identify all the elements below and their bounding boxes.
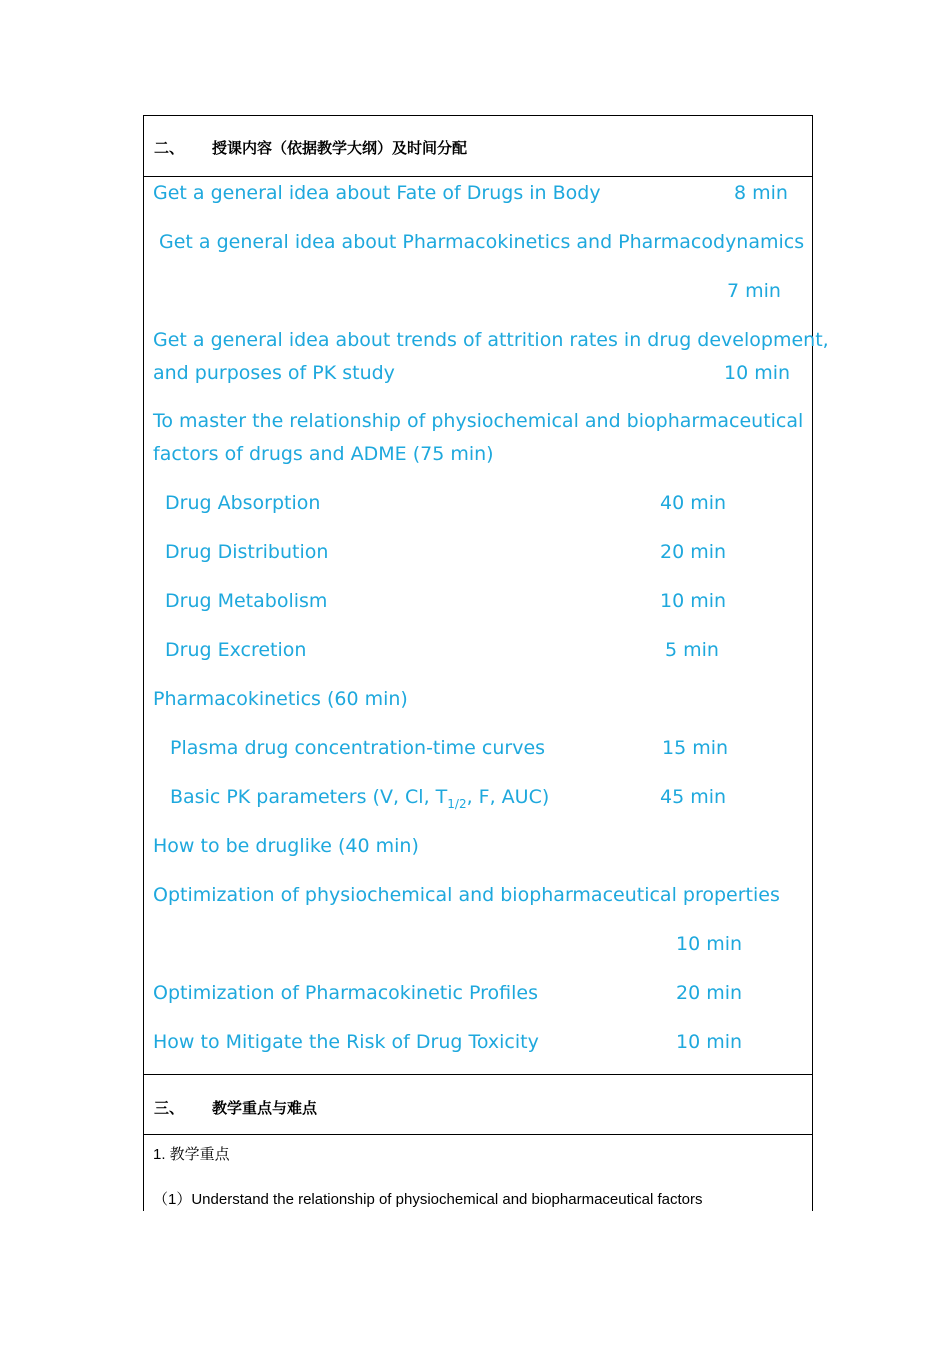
- section-3-point-1: （1）Understand the relationship of physiochemical and biopharmaceutical factors: [153, 1191, 703, 1208]
- item-opt-pk-time: 20 min: [676, 982, 743, 1004]
- item-basic-pk: [170, 786, 549, 811]
- item-pk-pd: Get a general idea about Pharmacokinetics and Pharmacodynamics: [159, 231, 805, 253]
- item-attrition-line2: and purposes of PK study: [153, 362, 395, 384]
- item-metabolism-time: 10 min: [660, 590, 727, 612]
- item-opt-physio-time: 10 min: [676, 933, 743, 955]
- item-adme-line1: To master the relationship of physiochemical and biopharmaceutical: [153, 410, 804, 432]
- item-plasma-curves: Plasma drug concentration-time curves: [170, 737, 546, 759]
- item-absorption-time: 40 min: [660, 492, 727, 514]
- section-3-subheading: 1. 教学重点: [153, 1146, 230, 1163]
- item-basic-pk-pre: Basic PK parameters (V, Cl, T: [170, 786, 448, 808]
- item-adme-line2: factors of drugs and ADME (75 min): [153, 443, 494, 465]
- item-attrition-line1: Get a general idea about trends of attrition rates in drug development,: [153, 329, 829, 351]
- divider: [144, 1134, 812, 1135]
- item-druglike: How to be druglike (40 min): [153, 835, 419, 857]
- item-pharmacokinetics: Pharmacokinetics (60 min): [153, 688, 408, 710]
- item-excretion: Drug Excretion: [165, 639, 307, 661]
- item-basic-pk-sub: 1/2: [447, 796, 467, 811]
- item-opt-pk: Optimization of Pharmacokinetic Profiles: [153, 982, 538, 1004]
- section-2-number: 二、: [154, 139, 185, 157]
- section-2-header: [154, 137, 467, 158]
- item-pk-pd-time: 7 min: [727, 280, 781, 302]
- item-distribution-time: 20 min: [660, 541, 727, 563]
- item-basic-pk-post: , F, AUC): [466, 786, 550, 808]
- divider: [144, 1074, 812, 1075]
- item-toxicity: How to Mitigate the Risk of Drug Toxicity: [153, 1031, 539, 1053]
- item-excretion-time: 5 min: [665, 639, 719, 661]
- item-distribution: Drug Distribution: [165, 541, 329, 563]
- section-3-header: [154, 1097, 317, 1118]
- section-3-title: 教学重点与难点: [212, 1099, 318, 1117]
- section-2-title: 授课内容（依据教学大纲）及时间分配: [212, 139, 468, 157]
- item-fate-of-drugs: Get a general idea about Fate of Drugs in Body: [153, 182, 601, 204]
- item-basic-pk-time: 45 min: [660, 786, 727, 808]
- item-toxicity-time: 10 min: [676, 1031, 743, 1053]
- divider: [144, 176, 812, 177]
- item-absorption: Drug Absorption: [165, 492, 321, 514]
- item-attrition-time: 10 min: [724, 362, 791, 384]
- item-plasma-curves-time: 15 min: [662, 737, 729, 759]
- document-table: [143, 115, 829, 1211]
- item-opt-physio: Optimization of physiochemical and biopharmaceutical properties: [153, 884, 780, 906]
- section-3-number: 三、: [154, 1099, 185, 1117]
- item-metabolism: Drug Metabolism: [165, 590, 328, 612]
- item-fate-of-drugs-time: 8 min: [734, 182, 788, 204]
